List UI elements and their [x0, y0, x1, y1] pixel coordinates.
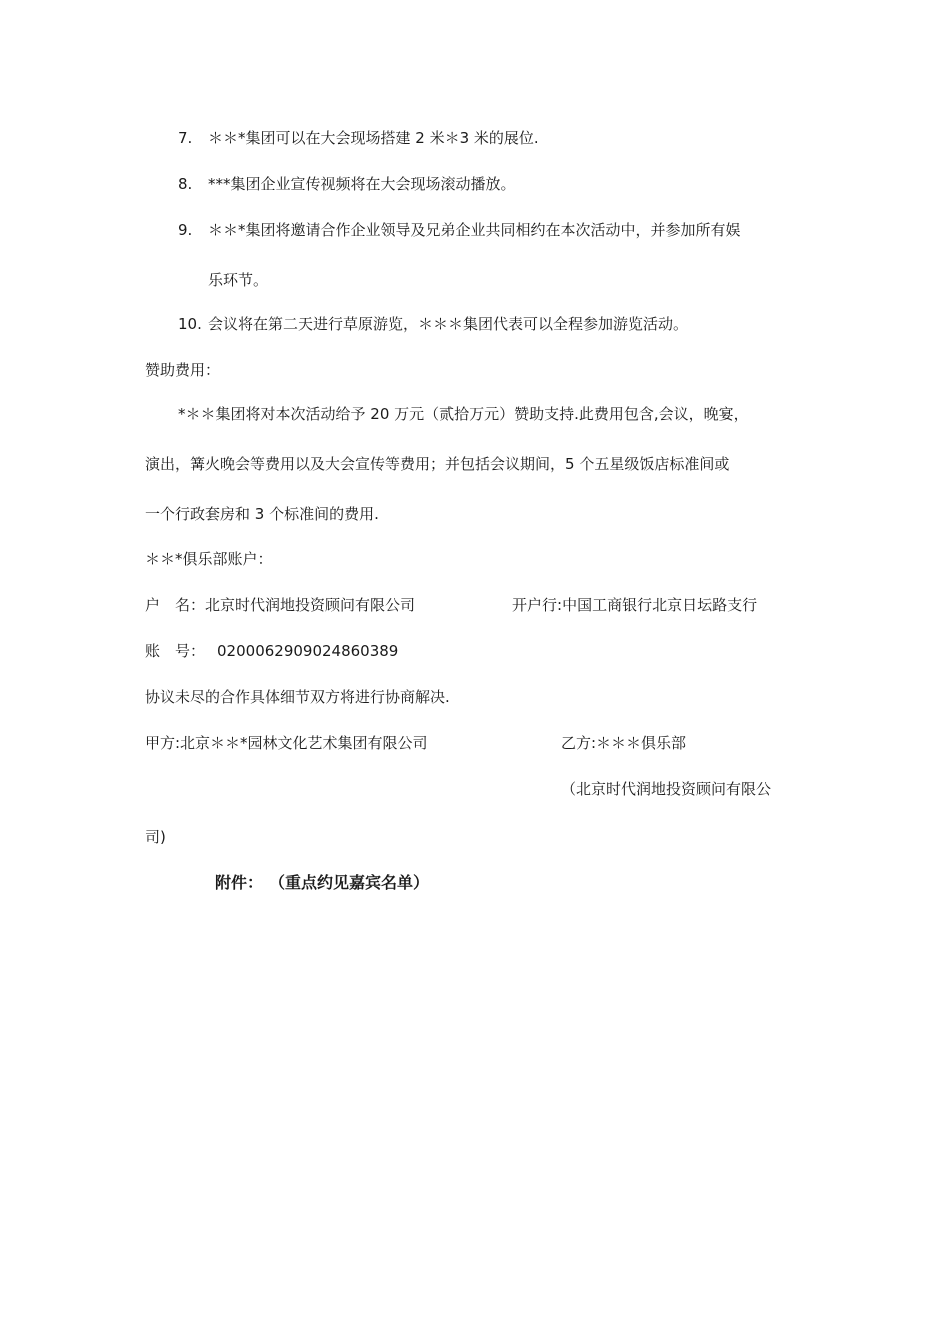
list-item-number: 9.	[178, 221, 193, 239]
list-item-7	[178, 128, 539, 148]
attachment-label: 附件：	[215, 873, 264, 892]
account-name-value: 北京时代润地投资顾问有限公司	[205, 596, 416, 614]
list-item-9-continuation: 乐环节。	[208, 271, 269, 289]
sponsorship-paragraph-line-2: 演出，篝火晚会等费用以及大会宣传等费用；并包括会议期间，5 个五星级饭店标准间或	[145, 455, 730, 473]
list-item-text: ***集团企业宣传视频将在大会现场滚动播放。	[208, 175, 516, 193]
sponsorship-paragraph-line-3: 一个行政套房和 3 个标准间的费用.	[145, 505, 379, 523]
list-item-number: 7.	[178, 129, 193, 147]
list-item-number: 8.	[178, 175, 193, 193]
account-bank-row	[512, 595, 757, 615]
closing-statement: 协议未尽的合作具体细节双方将进行协商解决.	[145, 688, 450, 706]
account-bank-value: 中国工商银行北京日坛路支行	[562, 596, 758, 614]
sponsorship-heading: 赞助费用：	[145, 361, 221, 379]
list-item-number: 10.	[178, 315, 202, 333]
list-item-text: 会议将在第二天进行草原游览，＊＊＊集团代表可以全程参加游览活动。	[208, 315, 689, 333]
list-item-9	[178, 220, 741, 240]
account-name-row	[145, 595, 415, 615]
account-heading: ＊＊*俱乐部账户：	[145, 550, 273, 568]
attachment-heading	[215, 873, 429, 893]
list-item-text: ＊＊*集团将邀请合作企业领导及兄弟企业共同相约在本次活动中，并参加所有娱	[208, 221, 741, 239]
list-item-10	[178, 314, 688, 334]
account-number-row	[145, 641, 398, 661]
account-number-label: 账 号：	[145, 642, 206, 660]
party-b-note-line-2: 司)	[145, 828, 166, 846]
party-a: 甲方:北京＊＊*园林文化艺术集团有限公司	[145, 734, 428, 752]
list-item-text: ＊＊*集团可以在大会现场搭建 2 米＊3 米的展位.	[208, 129, 539, 147]
attachment-title: （重点约见嘉宾名单）	[277, 873, 430, 892]
account-bank-label: 开户行:	[512, 596, 563, 614]
party-b-note-line-1: （北京时代润地投资顾问有限公	[561, 780, 772, 798]
party-b: 乙方:＊＊＊俱乐部	[561, 734, 687, 752]
list-item-8	[178, 174, 516, 194]
sponsorship-paragraph-line-1: *＊＊集团将对本次活动给予 20 万元（贰拾万元）赞助支持.此费用包含,会议，晚宴，	[178, 405, 749, 423]
account-number-value: 0200062909024860389	[217, 642, 399, 660]
account-name-label: 户 名：	[145, 596, 206, 614]
